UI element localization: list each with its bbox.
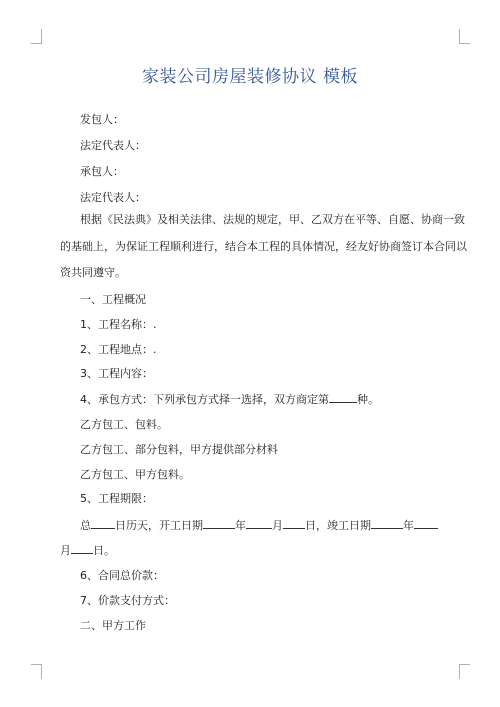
end-day-label: 日。 <box>93 544 115 557</box>
start-day-blank[interactable] <box>283 518 305 529</box>
method-choice-blank[interactable] <box>329 392 357 403</box>
period-line-1 <box>80 518 438 533</box>
contractor-field: 承包人： <box>80 165 124 178</box>
intro-line-1: 根据《民法典》及相关法律、法规的规定，甲、乙双方在平等、自愿、协商一致 <box>80 213 465 226</box>
payment-method-item: 7、价款支付方式： <box>80 594 175 607</box>
project-content-item: 3、工程内容： <box>80 367 153 380</box>
contract-method-item <box>80 392 379 407</box>
end-month-label: 月 <box>60 544 71 557</box>
crop-mark-bottom-left <box>31 664 42 679</box>
option-1: 乙方包工、包料。 <box>80 418 168 431</box>
option-2: 乙方包工、部分包料，甲方提供部分材料 <box>80 443 278 456</box>
end-year-blank[interactable] <box>371 518 403 529</box>
crop-mark-bottom-right <box>459 664 470 679</box>
period-line-2 <box>60 543 115 558</box>
total-days-blank[interactable] <box>91 518 115 529</box>
employer-field: 发包人： <box>80 113 124 126</box>
intro-line-3: 资共同遵守。 <box>60 266 126 279</box>
end-year-label: 年 <box>403 519 414 532</box>
start-year-label: 年 <box>235 519 246 532</box>
contract-price-item: 6、合同总价款： <box>80 569 164 582</box>
section-heading-party-a: 二、甲方工作 <box>80 619 146 632</box>
period-total-label: 总 <box>80 519 91 532</box>
project-period-item: 5、工程期限： <box>80 492 153 505</box>
intro-line-2: 的基础上，为保证工程顺利进行，结合本工程的具体情况，经友好协商签订本合同以 <box>60 240 467 253</box>
contract-method-suffix: 种。 <box>357 393 379 406</box>
employer-rep-field: 法定代表人： <box>80 139 146 152</box>
document-title: 家装公司房屋装修协议 模板 <box>142 67 358 87</box>
start-month-label: 月 <box>272 519 283 532</box>
crop-mark-top-left <box>31 29 42 44</box>
option-3: 乙方包工、甲方包料。 <box>80 468 190 481</box>
contractor-rep-field: 法定代表人： <box>80 191 146 204</box>
finish-label: 日，竣工日期 <box>305 519 371 532</box>
crop-mark-top-right <box>459 29 470 44</box>
contract-method-prefix: 4、承包方式：下列承包方式择一选择，双方商定第 <box>80 393 329 406</box>
start-month-blank[interactable] <box>246 518 272 529</box>
project-location-item: 2、工程地点：. <box>80 343 157 356</box>
end-day-blank[interactable] <box>71 543 93 554</box>
end-month-blank-part[interactable] <box>414 518 438 529</box>
period-days-label: 日历天，开工日期 <box>115 519 203 532</box>
start-year-blank[interactable] <box>203 518 235 529</box>
project-name-item: 1、工程名称：. <box>80 318 157 331</box>
section-heading-overview: 一、工程概况 <box>80 293 146 306</box>
